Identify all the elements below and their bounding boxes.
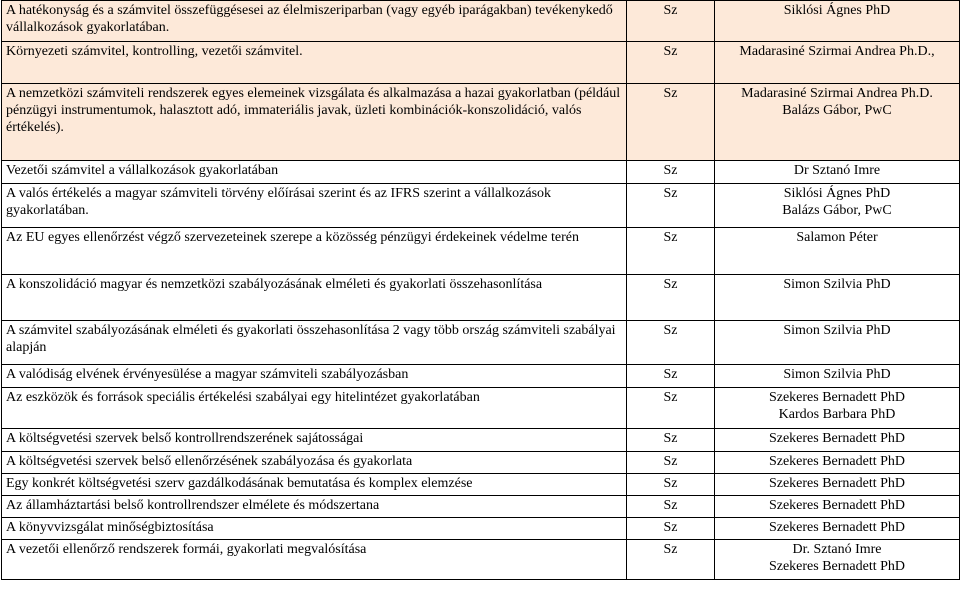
supervisor-cell (715, 474, 960, 496)
table-row (2, 474, 960, 496)
type-cell: Sz (627, 1, 715, 42)
topic-cell: A költségvetési szervek belső kontrollrendszerének sajátosságai (2, 429, 627, 452)
supervisor-cell (715, 42, 960, 84)
topic-cell: Környezeti számvitel, kontrolling, vezetői számvitel. (2, 42, 627, 84)
supervisor-cell (715, 321, 960, 365)
topic-cell: A vezetői ellenőrző rendszerek formái, gyakorlati megvalósítása (2, 540, 627, 580)
thesis-topics-table (1, 0, 960, 580)
type-cell: Sz (627, 429, 715, 452)
supervisor-name: Simon Szilvia PhD (783, 367, 891, 382)
table-row (2, 496, 960, 518)
type-cell: Sz (627, 496, 715, 518)
supervisor-name: Balázs Gábor, PwC (782, 203, 892, 218)
supervisor-cell (715, 365, 960, 388)
supervisor-cell (715, 429, 960, 452)
supervisor-name: Simon Szilvia PhD (783, 277, 891, 292)
supervisor-name: Siklósi Ágnes PhD (783, 186, 891, 201)
topic-cell: Vezetői számvitel a vállalkozások gyakorlatában (2, 161, 627, 184)
supervisor-name: Madarasiné Szirmai Andrea Ph.D. (741, 86, 933, 101)
type-cell: Sz (627, 228, 715, 275)
supervisor-name: Simon Szilvia PhD (783, 323, 891, 338)
table-row (2, 365, 960, 388)
supervisor-name: Dr. Sztanó Imre (792, 542, 882, 557)
supervisor-name: Salamon Péter (796, 230, 878, 245)
supervisor-cell (715, 184, 960, 228)
type-cell: Sz (627, 321, 715, 365)
topic-cell: A konszolidáció magyar és nemzetközi szabályozásának elméleti és gyakorlati összehasonlítása (2, 275, 627, 321)
supervisor-cell (715, 1, 960, 42)
type-cell: Sz (627, 42, 715, 84)
supervisor-name: Balázs Gábor, PwC (782, 103, 892, 118)
type-cell: Sz (627, 184, 715, 228)
supervisor-name: Siklósi Ágnes PhD (783, 3, 891, 18)
type-cell: Sz (627, 84, 715, 161)
topic-cell: A valós értékelés a magyar számviteli törvény előírásai szerint és az IFRS szerint a vállalkozások gyakorlatában. (2, 184, 627, 228)
type-cell: Sz (627, 388, 715, 429)
table-row (2, 518, 960, 540)
table-row (2, 275, 960, 321)
type-cell: Sz (627, 540, 715, 580)
topic-cell: A költségvetési szervek belső ellenőrzésének szabályozása és gyakorlata (2, 452, 627, 474)
type-cell: Sz (627, 518, 715, 540)
supervisor-name: Dr Sztanó Imre (793, 163, 881, 178)
topic-cell: A hatékonyság és a számvitel összefüggésesei az élelmiszeriparban (vagy egyéb iparágakban) tevékenykedő vállalkozások gyakorlatában. (2, 1, 627, 42)
type-cell: Sz (627, 275, 715, 321)
table-row (2, 452, 960, 474)
table-row (2, 228, 960, 275)
type-cell: Sz (627, 365, 715, 388)
table-row (2, 184, 960, 228)
supervisor-cell (715, 275, 960, 321)
table-row (2, 388, 960, 429)
supervisor-cell (715, 540, 960, 580)
supervisor-name: Szekeres Bernadett PhD (768, 390, 906, 405)
supervisor-cell (715, 228, 960, 275)
topic-cell: A számvitel szabályozásának elméleti és gyakorlati összehasonlítása 2 vagy több ország számviteli szabályai alapján (2, 321, 627, 365)
supervisor-name: Szekeres Bernadett PhD (768, 520, 906, 535)
topic-cell: Az EU egyes ellenőrzést végző szervezeteinek szerepe a közösség pénzügyi érdekeinek védelme terén (2, 228, 627, 275)
supervisor-name: Szekeres Bernadett PhD (768, 454, 906, 469)
supervisor-cell (715, 496, 960, 518)
table-row (2, 429, 960, 452)
table-row (2, 84, 960, 161)
type-cell: Sz (627, 161, 715, 184)
table-row (2, 1, 960, 42)
topic-cell: Az államháztartási belső kontrollrendszer elmélete és módszertana (2, 496, 627, 518)
supervisor-name: Kardos Barbara PhD (778, 407, 896, 422)
supervisor-name: Szekeres Bernadett PhD (768, 431, 906, 446)
supervisor-name: Szekeres Bernadett PhD (768, 498, 906, 513)
supervisor-cell (715, 84, 960, 161)
topic-cell: A könyvvizsgálat minőségbiztosítása (2, 518, 627, 540)
topic-cell: A valódiság elvének érvényesülése a magyar számviteli szabályozásban (2, 365, 627, 388)
type-cell: Sz (627, 452, 715, 474)
supervisor-name: Madarasiné Szirmai Andrea Ph.D., (739, 44, 935, 59)
supervisor-name: Szekeres Bernadett PhD (768, 476, 906, 491)
type-cell: Sz (627, 474, 715, 496)
topic-cell: Egy konkrét költségvetési szerv gazdálkodásának bemutatása és komplex elemzése (2, 474, 627, 496)
supervisor-cell (715, 452, 960, 474)
supervisor-cell (715, 518, 960, 540)
table-row (2, 161, 960, 184)
table-row (2, 540, 960, 580)
topic-cell: A nemzetközi számviteli rendszerek egyes elemeinek vizsgálata és alkalmazása a hazai gyakorlatban (például pénzügyi instrumentumok, halasztott adó, immateriális javak, üzleti kombinációk-konszolidáció, valós értékelés). (2, 84, 627, 161)
supervisor-name: Szekeres Bernadett PhD (768, 559, 906, 574)
supervisor-cell (715, 161, 960, 184)
table-row (2, 42, 960, 84)
topic-cell: Az eszközök és források speciális értékelési szabályai egy hitelintézet gyakorlatában (2, 388, 627, 429)
supervisor-cell (715, 388, 960, 429)
table-row (2, 321, 960, 365)
